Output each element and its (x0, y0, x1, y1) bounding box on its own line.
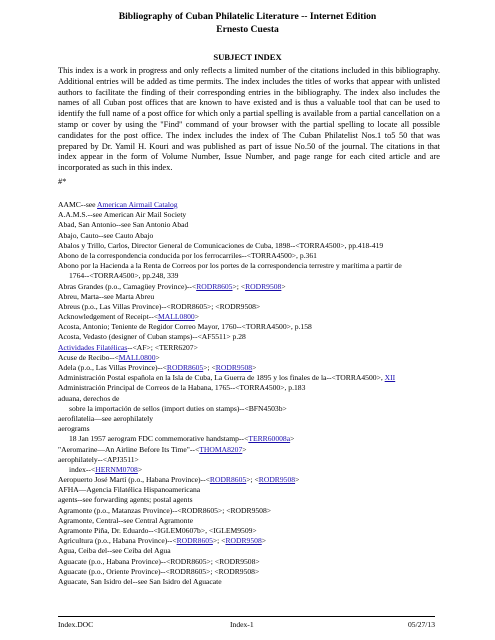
citation-link[interactable]: MALL0800 (158, 312, 195, 322)
citation-link[interactable]: XII (384, 373, 396, 383)
entry-text: > (252, 363, 257, 372)
entry-text: Aguacate (p.o., Habana Province)--<RODR8605>; <RODR9508> (58, 556, 260, 566)
footer-filename: Index.DOC (58, 620, 94, 629)
entry-text: aerofilatelia—see aerophilately (58, 413, 154, 423)
citation-link[interactable]: RODR9508 (245, 281, 282, 291)
entry-text: Adela (p.o., Las Villas Province)--< (58, 363, 167, 372)
index-entry (58, 383, 488, 393)
index-entry (58, 424, 488, 434)
entry-text: AAMC--see (58, 200, 98, 209)
footer-page-number: Index-1 (230, 620, 254, 629)
entry-text: Agramonte (p.o., Matanzas Province)--<RODR8605>; <RODR9508> (58, 505, 272, 515)
index-entry (58, 210, 488, 220)
citation-link[interactable]: American Airmail Catalog (97, 200, 178, 209)
index-entry (58, 526, 488, 536)
index-entry (58, 475, 488, 485)
index-entry (58, 404, 488, 414)
index-entry (58, 485, 488, 495)
entry-text: Aguacate (p.o., Oriente Province)--<RODR8605>; <RODR9508> (58, 566, 260, 576)
entry-text: Abalos y Trillo, Carlos, Director General de Comunicaciones de Cuba, 1898--<TORRA4500>, pp.418-419 (58, 240, 384, 250)
index-entry (58, 445, 488, 455)
index-entry (58, 292, 488, 302)
citation-link[interactable]: TERR60008a (248, 434, 291, 444)
citation-link[interactable]: RODR8605 (196, 281, 233, 291)
citation-link[interactable]: RODR8605 (166, 363, 204, 372)
entry-text: Acosta, Vedasto (designer of Cuban stamps)--<AF5511> p.28 (58, 332, 246, 342)
index-entry (58, 516, 488, 526)
entry-text: Abono por la Hacienda a la Renta de Correos por los portes de la correspondencia terrestre y marítima a partir de (58, 261, 402, 271)
entry-text: aduana, derechos de (58, 393, 120, 403)
document-author: Ernesto Cuesta (216, 24, 279, 35)
index-entry (58, 567, 488, 577)
index-entry (58, 312, 488, 322)
index-entry (58, 220, 488, 230)
index-entry (58, 363, 488, 373)
entry-text: > (155, 352, 160, 362)
entry-text: AFHA—Agencia Filatélica Hispanoamericana (58, 485, 201, 495)
index-entry (58, 465, 488, 475)
index-entry (58, 251, 488, 261)
entry-text: sobre la importación de sellos (import duties on stamps)--<BFN4503b> (69, 403, 287, 413)
entry-text: >; < (232, 281, 246, 291)
index-entry (58, 536, 488, 546)
index-entry (58, 322, 488, 332)
entry-text: > (261, 536, 267, 546)
index-entry (58, 282, 488, 292)
entry-text: aerophilately--<APJ3511> (58, 454, 139, 464)
page-footer (58, 616, 435, 629)
index-entries (58, 200, 488, 587)
index-entry (58, 557, 488, 567)
citation-link[interactable]: RODR8605 (176, 536, 213, 546)
citation-link[interactable]: RODR8605 (209, 475, 247, 485)
entry-text: Abreus (p.o., Las Villas Province)--<RODR8605>; <RODR9508> (58, 301, 261, 311)
entry-text: Aeropuerto José Martí (p.o., Habana Province)--< (58, 475, 210, 485)
entry-text: Agua, Ceiba del--see Ceiba del Agua (58, 546, 171, 556)
entry-text: Acknowledgement of Receipt--< (58, 312, 159, 322)
index-entry (58, 577, 488, 587)
entry-text: > (290, 434, 295, 444)
intro-paragraph: This index is a work in progress and only reflects a limited number of the citations included in this bibliography. Additional entries will be added as time permits. The index includes the titles of works that appear with unlisted authors to facilitate the finding of their corresponding entries in the bibliography. The index also includes the names of all Cuban post offices that are known to have existed and is thus a valuable tool that can be used to identify the full name of a post office for which only a partial spelling is available from a partial cancellation on a stamp or cover by using the "Find" command of your browser with the partial spelling to locate all possible candidates for the post office. The index includes the index of The Cuban Philatelist Nos.1 to5 50 that was prepared by Dr. Yamil H. Kouri and was published as part of issue No.50 of the journal. The citations in that index appear in the form of Volume Number, Issue Number, and page range for each cited article and are incorporated as such in this index. (58, 66, 440, 173)
index-entry (58, 414, 488, 424)
entry-text: aerograms (58, 424, 90, 434)
citation-link[interactable]: Actividades Filatélicas (58, 342, 128, 352)
index-entry (58, 302, 488, 312)
entry-text: --<AF>; <TERR6207> (127, 342, 198, 352)
index-entry (58, 200, 488, 210)
entry-text: > (194, 312, 200, 322)
document-header (0, 10, 495, 36)
entry-text: > (295, 475, 300, 485)
index-entry (58, 455, 488, 465)
entry-text: > (242, 444, 247, 454)
index-entry (58, 495, 488, 505)
citation-link[interactable]: THOMA8207 (199, 444, 243, 454)
index-entry (58, 434, 488, 444)
entry-text: Abad, San Antonio--see San Antonio Abad (58, 220, 189, 230)
entry-text: agents--see forwarding agents; postal agents (58, 495, 193, 505)
entry-text: >; < (212, 536, 226, 546)
citation-link[interactable]: RODR9508 (258, 475, 296, 485)
entry-text: 18 Jan 1957 aerogram FDC commemorative handstamp--< (69, 434, 249, 444)
section-mark: #* (58, 177, 67, 186)
entry-text: "Aeromarine—An Airline Before Its Time"--< (58, 444, 200, 454)
index-entry (58, 261, 488, 271)
entry-text: >; < (203, 363, 216, 372)
entry-text: Abreu, Marta--see Marta Abreu (58, 291, 155, 301)
entry-text: Agricultura (p.o., Habana Province)--< (58, 536, 177, 546)
index-entry (58, 343, 488, 353)
entry-text: 1764--<TORRA4500>, pp.248, 339 (69, 271, 179, 281)
entry-text: A.A.M.S.--see American Air Mail Society (58, 210, 187, 220)
entry-text: >; < (246, 475, 259, 485)
index-entry (58, 546, 488, 556)
index-entry (58, 332, 488, 342)
index-entry (58, 353, 488, 363)
citation-link[interactable]: RODR9508 (225, 536, 262, 546)
entry-text: Abajo, Cauto--see Cauto Abajo (58, 230, 154, 240)
entry-text: Acuse de Recibo--< (58, 352, 119, 362)
entry-text: Abono de la correspondencia conducida por los ferrocarriles--<TORRA4500>, p.361 (58, 250, 317, 260)
citation-link[interactable]: HERNM0708 (95, 464, 138, 474)
document-title: Bibliography of Cuban Philatelic Literature -- Internet Edition (118, 11, 377, 22)
section-title: SUBJECT INDEX (213, 52, 282, 62)
citation-link[interactable]: MALL0800 (118, 352, 156, 362)
index-entry (58, 373, 488, 383)
index-entry (58, 271, 488, 281)
entry-text: > (137, 464, 143, 474)
entry-text: Aguacate, San Isidro del--see San Isidro del Aguacate (58, 576, 222, 586)
citation-link[interactable]: RODR9508 (215, 363, 253, 372)
entry-text: Acosta, Antonio; Teniente de Regidor Correo Mayor, 1760--<TORRA4500>, p.158 (58, 322, 312, 332)
entry-text: index--< (69, 464, 96, 474)
entry-text: Agramonte Piña, Dr. Eduardo--<IGLEM0607b>, <IGLEM9509> (58, 526, 257, 535)
index-entry (58, 241, 488, 251)
entry-text: > (281, 281, 286, 291)
entry-text: Agramonte, Central--see Central Agramonte (58, 515, 193, 525)
entry-text: Administración Postal española en la Isla de Cuba, La Guerra de 1895 y los finales de la--<TORRA4500>, (58, 373, 385, 383)
entry-text: Administración Principal de Correos de la Habana, 1765--<TORRA4500>, p.183 (58, 383, 306, 393)
footer-date: 05/27/13 (407, 620, 435, 629)
index-entry (58, 506, 488, 516)
index-entry (58, 394, 488, 404)
index-entry (58, 231, 488, 241)
entry-text: Abras Grandes (p.o., Camagüey Province)--< (58, 281, 197, 291)
